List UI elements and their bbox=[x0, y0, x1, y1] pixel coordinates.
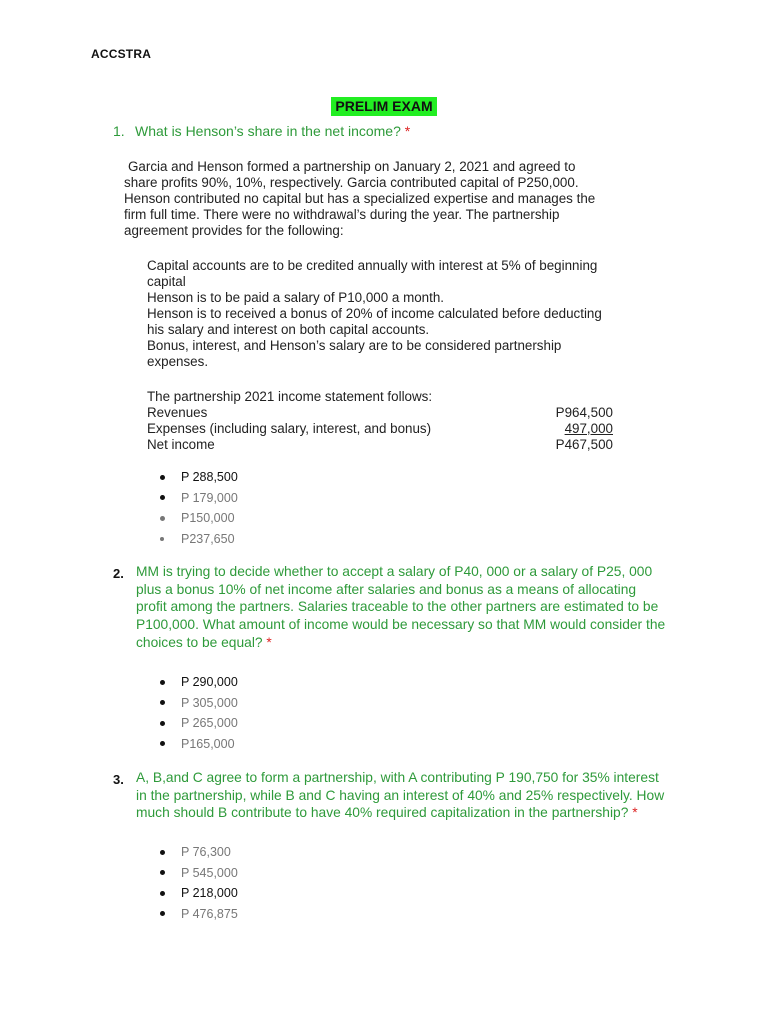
question-1-intro bbox=[124, 159, 624, 239]
intro-line: Garcia and Henson formed a partnership on January 2, 2021 and agreed to bbox=[128, 159, 576, 174]
option-label: P 290,000 bbox=[181, 675, 238, 689]
provision-line: expenses. bbox=[147, 354, 209, 369]
provision-line: capital bbox=[147, 274, 186, 289]
question-1-options bbox=[160, 467, 238, 549]
income-statement-row bbox=[147, 405, 613, 421]
bullet-icon bbox=[160, 475, 165, 480]
question-line: in the partnership, while B and C having an interest of 40% and 25% respectively. How bbox=[136, 787, 665, 803]
intro-line: firm full time. There were no withdrawal’s during the year. The partnership bbox=[124, 207, 560, 222]
question-2-text bbox=[136, 563, 696, 652]
question-1-text: What is Henson’s share in the net income? bbox=[135, 123, 401, 139]
answer-option[interactable] bbox=[160, 842, 238, 863]
option-label: P237,650 bbox=[181, 531, 235, 546]
statement-amount: 497,000 bbox=[564, 421, 613, 436]
question-line: MM is trying to decide whether to accept a salary of P40, 000 or a salary of P25, 000 bbox=[136, 564, 653, 579]
question-line: A, B,and C agree to form a partnership, with A contributing P 190,750 for 35% interest bbox=[136, 770, 659, 785]
question-1-number: 1. bbox=[113, 123, 125, 139]
exam-title: PRELIM EXAM bbox=[331, 97, 437, 116]
statement-amount: P467,500 bbox=[555, 437, 613, 452]
statement-amount: P964,500 bbox=[555, 405, 613, 420]
bullet-icon bbox=[160, 741, 165, 746]
answer-option[interactable] bbox=[160, 672, 238, 693]
question-3-options bbox=[160, 842, 238, 924]
provision-line: Henson is to received a bonus of 20% of income calculated before deducting bbox=[147, 306, 602, 321]
statement-label: Revenues bbox=[147, 405, 208, 420]
income-statement-row bbox=[147, 437, 613, 453]
answer-option[interactable] bbox=[160, 467, 238, 488]
question-line bbox=[136, 804, 696, 822]
question-3-number: 3. bbox=[113, 772, 124, 787]
question-2-options bbox=[160, 672, 238, 754]
question-line bbox=[136, 634, 696, 652]
answer-option[interactable] bbox=[160, 883, 238, 904]
option-label: P 265,000 bbox=[181, 716, 238, 730]
option-label: P165,000 bbox=[181, 736, 235, 751]
option-label: P 76,300 bbox=[181, 845, 231, 859]
option-label: P 305,000 bbox=[181, 695, 238, 710]
provision-line: his salary and interest on both capital accounts. bbox=[147, 322, 430, 337]
required-asterisk: * bbox=[632, 805, 638, 821]
option-label: P 179,000 bbox=[181, 490, 238, 505]
answer-option[interactable] bbox=[160, 529, 238, 550]
partnership-provisions bbox=[147, 258, 627, 370]
question-line: P100,000. What amount of income would be necessary so that MM would consider the bbox=[136, 617, 666, 633]
bullet-icon bbox=[160, 537, 164, 541]
bullet-icon bbox=[160, 495, 165, 500]
intro-line: share profits 90%, 10%, respectively. Garcia contributed capital of P250,000. bbox=[124, 175, 579, 190]
provision-line: Bonus, interest, and Henson’s salary are to be considered partnership bbox=[147, 338, 562, 353]
provision-line: Henson is to be paid a salary of P10,000 a month. bbox=[147, 290, 445, 305]
intro-line: Henson contributed no capital but has a specialized expertise and manages the bbox=[124, 191, 596, 206]
option-label: P150,000 bbox=[181, 511, 235, 525]
bullet-icon bbox=[160, 700, 165, 705]
answer-option[interactable] bbox=[160, 734, 238, 755]
required-asterisk: * bbox=[266, 634, 272, 650]
income-statement-row bbox=[147, 421, 613, 437]
document-header: ACCSTRA bbox=[91, 47, 152, 61]
option-label: P 545,000 bbox=[181, 865, 238, 880]
bullet-icon bbox=[160, 721, 165, 726]
answer-option[interactable] bbox=[160, 904, 238, 925]
question-line-text: much should B contribute to have 40% required capitalization in the partnership? bbox=[136, 805, 629, 821]
bullet-icon bbox=[160, 850, 165, 855]
bullet-icon bbox=[160, 911, 165, 916]
question-2-number: 2. bbox=[113, 566, 124, 581]
answer-option[interactable] bbox=[160, 488, 238, 509]
income-statement-title: The partnership 2021 income statement follows: bbox=[147, 389, 433, 404]
question-1-title bbox=[113, 123, 410, 139]
question-3-text bbox=[136, 769, 696, 822]
bullet-icon bbox=[160, 680, 165, 685]
bullet-icon bbox=[160, 891, 165, 896]
provision-line: Capital accounts are to be credited annually with interest at 5% of beginning bbox=[147, 258, 598, 273]
bullet-icon bbox=[160, 870, 165, 875]
statement-label: Net income bbox=[147, 437, 215, 452]
statement-label: Expenses (including salary, interest, and bonus) bbox=[147, 421, 432, 436]
question-line-text: choices to be equal? bbox=[136, 634, 263, 650]
answer-option[interactable] bbox=[160, 693, 238, 714]
answer-option[interactable] bbox=[160, 508, 238, 529]
answer-option[interactable] bbox=[160, 713, 238, 734]
question-line: plus a bonus 10% of net income after salaries and bonus as a means of allocating bbox=[136, 581, 637, 597]
option-label: P 218,000 bbox=[181, 886, 238, 900]
intro-line: agreement provides for the following: bbox=[124, 223, 344, 238]
bullet-icon bbox=[160, 516, 165, 521]
required-asterisk: * bbox=[404, 123, 411, 139]
answer-option[interactable] bbox=[160, 863, 238, 884]
question-line: profit among the partners. Salaries traceable to the other partners are estimated to be bbox=[136, 599, 659, 615]
option-label: P 288,500 bbox=[181, 470, 238, 484]
option-label: P 476,875 bbox=[181, 906, 238, 921]
